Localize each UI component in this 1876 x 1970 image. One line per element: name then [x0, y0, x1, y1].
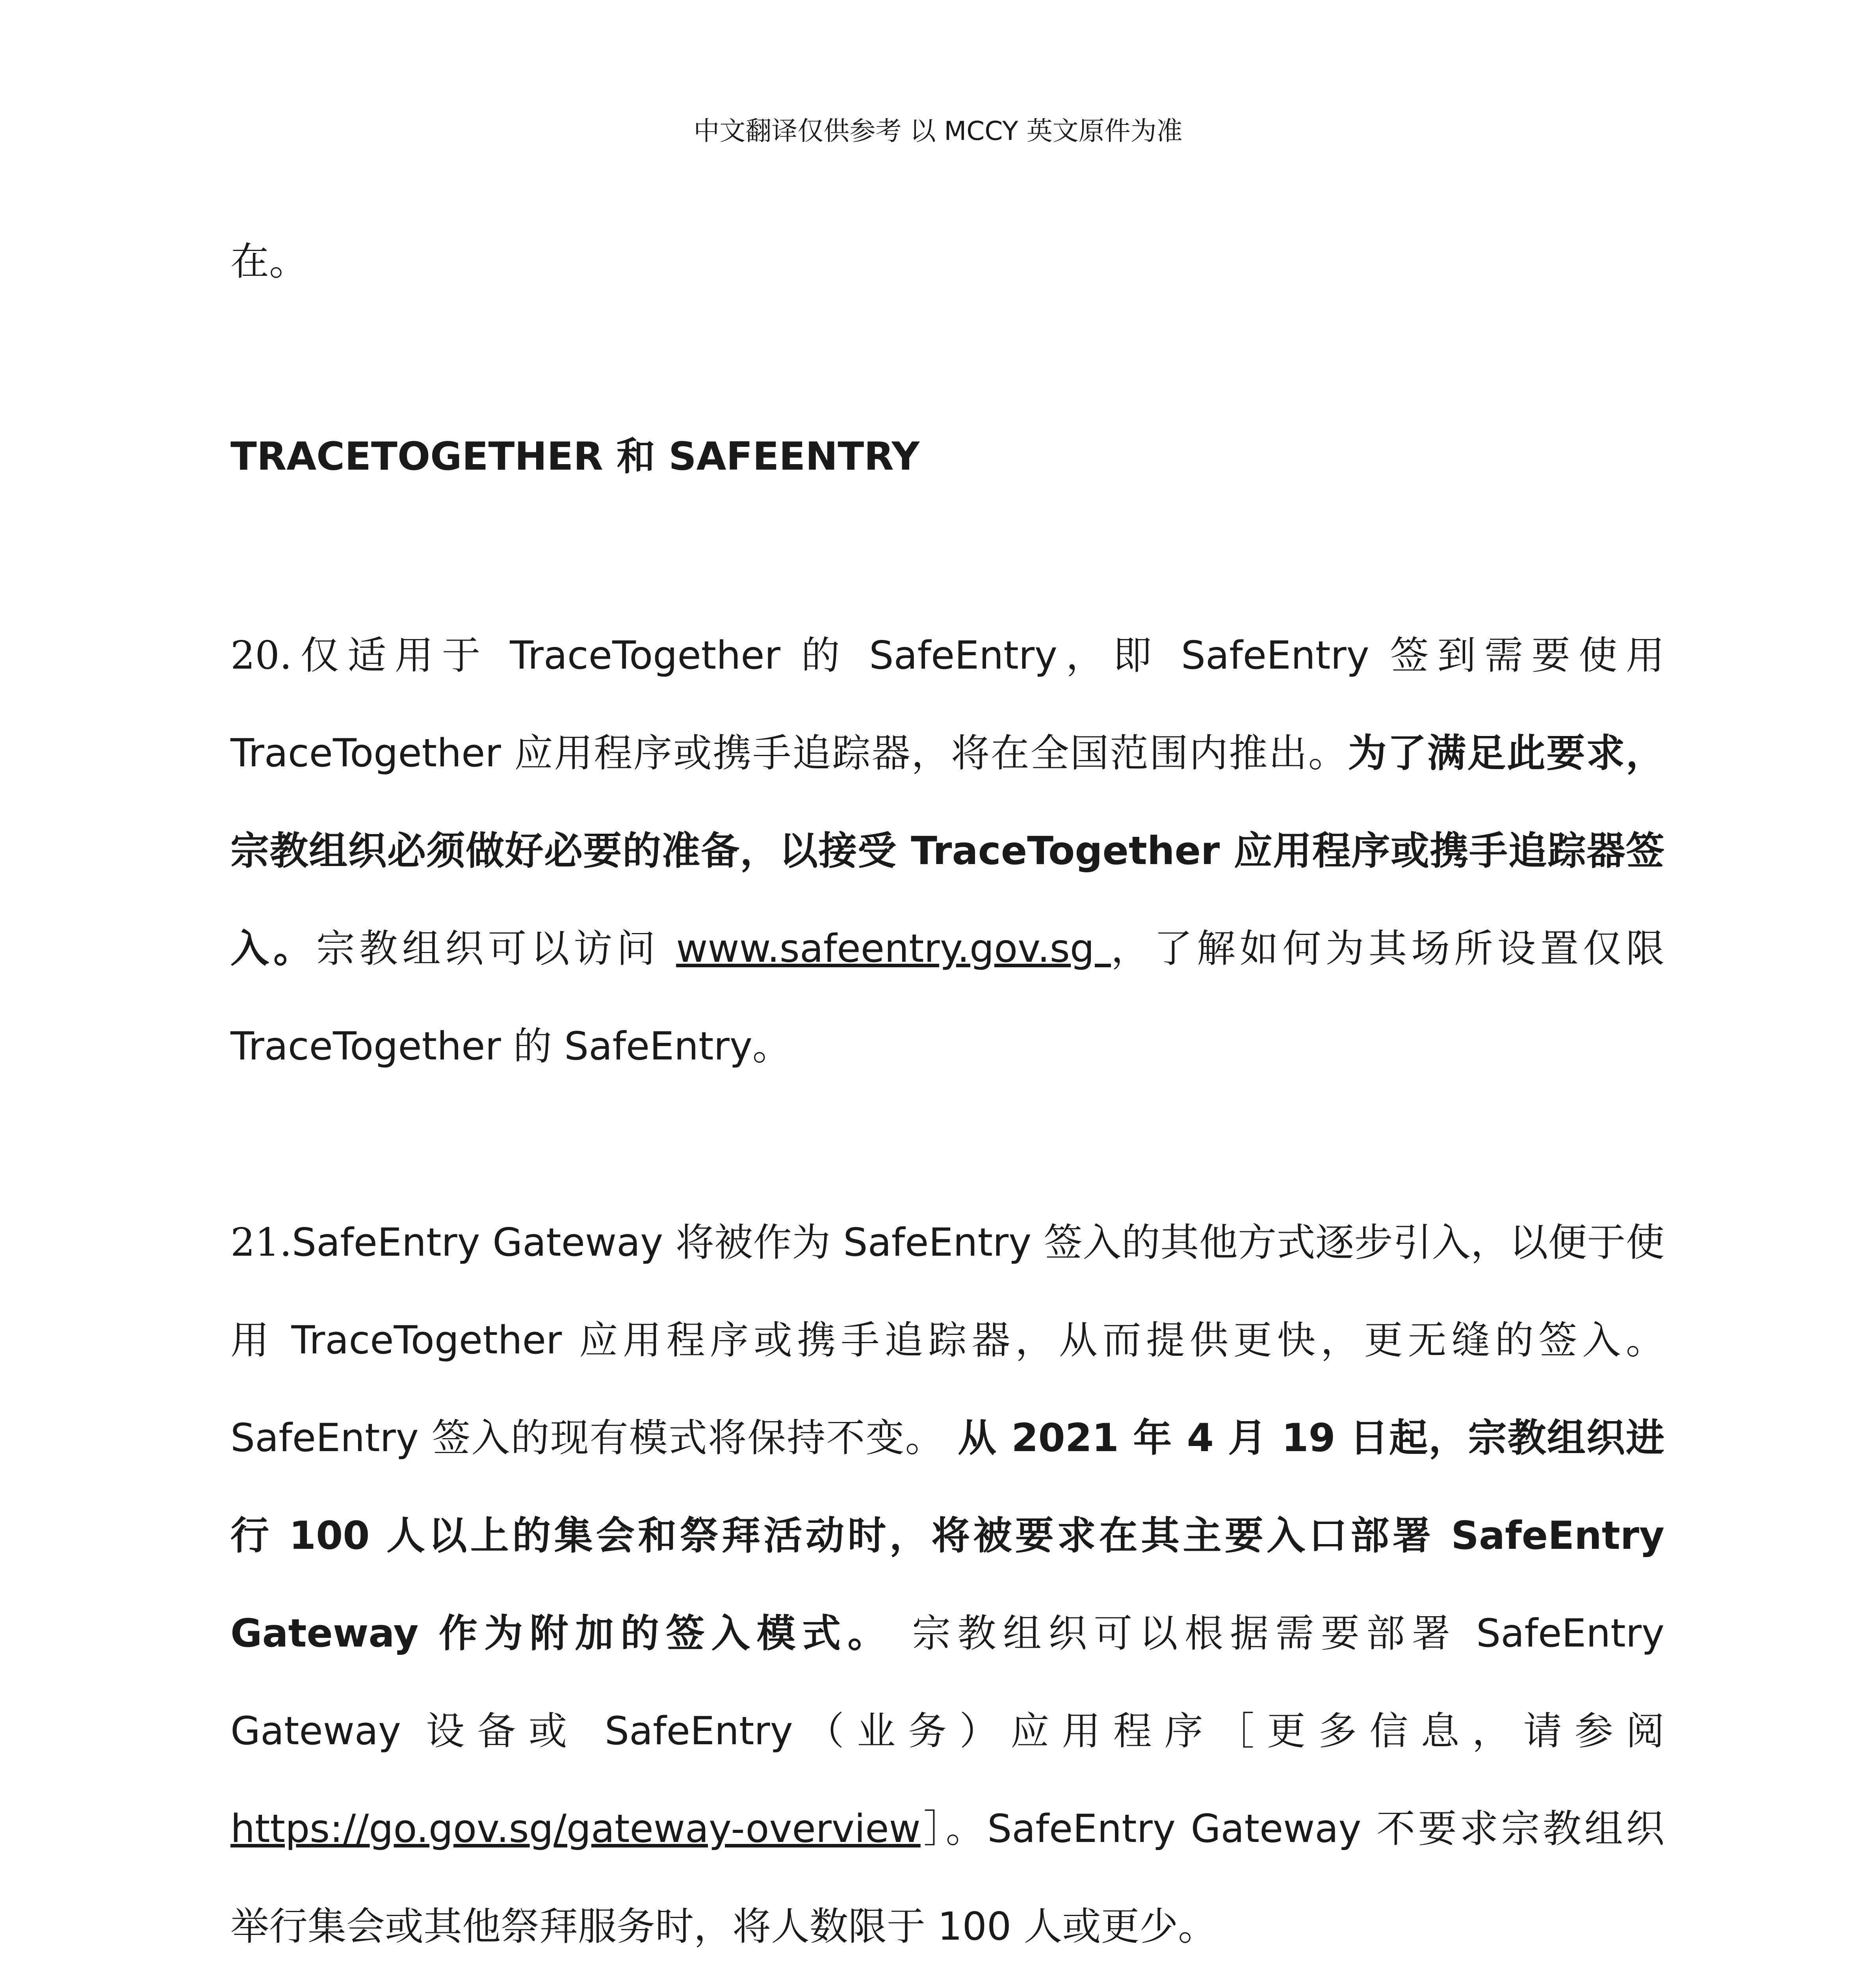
paragraph-text: 仅适用于 TraceTogether 的 SafeEntry，即 SafeEntry 签到需要使用 TraceTogether 应用程序或携手追踪器，将在全国范围内推出。: [230, 633, 1664, 776]
paragraph-21: [230, 1194, 1664, 1970]
paragraph-number: 21.: [230, 1220, 292, 1265]
gateway-overview-link[interactable]: https://go.gov.sg/gateway-overview: [230, 1806, 921, 1851]
safeentry-link[interactable]: www.safeentry.gov.sg: [676, 926, 1111, 971]
paragraph-bold-text: 从 2021 年 4 月 19 日起，宗教组织进行 100 人以上的集会和祭拜活动时，将被要求在其主要入口部署 SafeEntry Gateway 作为附加的签入模式。: [230, 1416, 1664, 1656]
paragraph-text: ，了解如何为其场所设置仅限 TraceTogether 的 SafeEntry。: [230, 926, 1664, 1069]
paragraph-number: 20.: [230, 633, 292, 678]
page-header: 中文翻译仅供参考 以 MCCY 英文原件为准: [693, 116, 1183, 146]
paragraph-text: SafeEntry Gateway 将被作为 SafeEntry 签入的其他方式逐步引入，以便于使用 TraceTogether 应用程序或携手追踪器，从而提供更快，更无缝的签入。 SafeEntry 签入的现有模式将保持不变。: [230, 1220, 1664, 1461]
paragraph-text: ］。SafeEntry Gateway 不要求宗教组织举行集会或其他祭拜服务时，将人数限于 100 人或更少。: [230, 1806, 1664, 1949]
section-heading-tracetogether: TRACETOGETHER 和 SAFEENTRY: [230, 434, 920, 479]
paragraph-20: [230, 607, 1664, 1095]
paragraph-text: 宗教组织可以访问: [316, 926, 676, 971]
paragraph-bold-text: 为了满足此要求，宗教组织必须做好必要的准备，以接受 TraceTogether 应用程序或携手追踪器签入。: [230, 731, 1664, 971]
fragment-text: 在。: [230, 239, 308, 284]
paragraph-text: 宗教组织可以根据需要部署 SafeEntry Gateway 设备或 SafeEntry（业务）应用程序［更多信息，请参阅: [230, 1611, 1664, 1754]
